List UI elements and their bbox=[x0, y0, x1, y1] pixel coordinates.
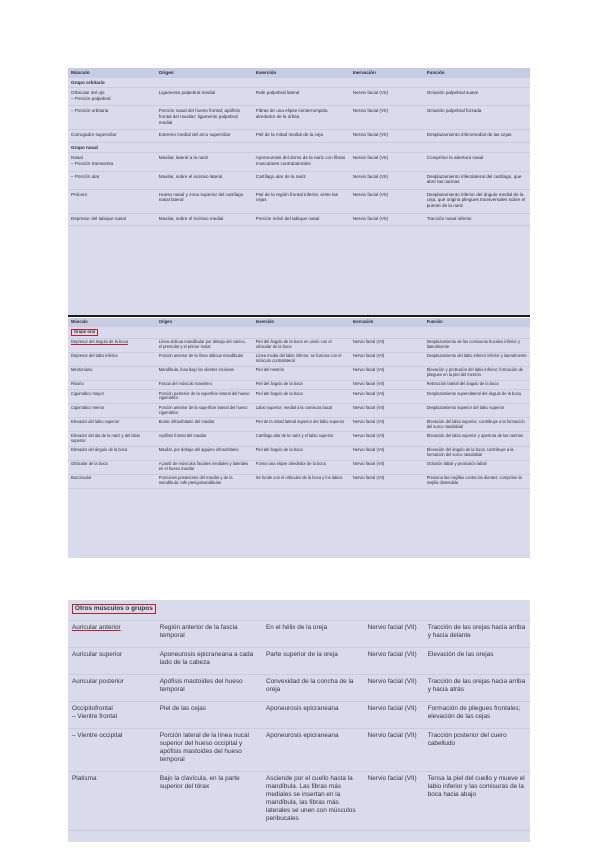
cell-innervation: Nervio facial (VII) bbox=[364, 621, 424, 648]
table-row bbox=[68, 380, 530, 389]
cell-muscle: Auricular superior bbox=[68, 648, 156, 675]
table-body bbox=[68, 78, 530, 226]
cell-muscle: Occipitofrontal – Vientre frontal bbox=[68, 702, 156, 729]
cell-function: Tracción nasal inferior bbox=[424, 213, 530, 226]
cell-muscle: Depresor del tabique nasal bbox=[68, 213, 156, 226]
cell-origin: Borde infraorbitario del maxilar bbox=[156, 418, 253, 432]
cell-muscle: Auricular posterior bbox=[68, 675, 156, 702]
table-row bbox=[68, 648, 530, 675]
cell-innervation: Nervio facial (VII) bbox=[350, 460, 424, 474]
cell-origin: Maxilar, sobre el incisivo lateral bbox=[156, 171, 253, 189]
cell-innervation: Nervio facial (VII) bbox=[350, 404, 424, 418]
cell-origin: Maxilar, lateral a la nariz bbox=[156, 153, 253, 171]
cell-innervation: Nervio facial (VII) bbox=[350, 213, 424, 226]
cell-origin: Porciones posteriores del maxilar y de la mandíbula; rafe pterigomandibular bbox=[156, 474, 253, 488]
cell-innervation: Nervio facial (VII) bbox=[350, 171, 424, 189]
cell-muscle: Elevador del labio superior bbox=[68, 418, 156, 432]
cell-function: Tracción posterior del cuero cabelludo bbox=[424, 729, 530, 772]
cell-innervation: Nervio facial (VII) bbox=[364, 648, 424, 675]
table-row bbox=[68, 474, 530, 488]
cell-origin: Bajo la clavícula, en la parte superior del tórax bbox=[156, 772, 262, 831]
cell-function: Desplazamiento de las comisuras bucales inferior y lateralmente bbox=[424, 338, 530, 352]
cell-muscle: Orbicular de la boca bbox=[68, 460, 156, 474]
cell-innervation: Nervio facial (VII) bbox=[350, 432, 424, 446]
table-row bbox=[68, 418, 530, 432]
cell-insertion: Piel del ángulo de la boca bbox=[253, 380, 350, 389]
cell-muscle: Mentoniano bbox=[68, 366, 156, 380]
cell-function: Desplazamiento inferomedial de las cejas bbox=[424, 130, 530, 143]
table-row bbox=[68, 338, 530, 352]
cell-innervation: Nervio facial (VII) bbox=[350, 380, 424, 389]
cell-muscle: Corrugador superciliar bbox=[68, 130, 156, 143]
cell-innervation: Nervio facial (VII) bbox=[364, 675, 424, 702]
cell-origin: Fascia del músculo masetero bbox=[156, 380, 253, 389]
cell-insertion: Piel del mentón bbox=[253, 366, 350, 380]
cell-muscle: Cigomático menor bbox=[68, 404, 156, 418]
cell-function: Desplazamiento superolateral del ángulo de la boca bbox=[424, 390, 530, 404]
cell-insertion: Cartílago alar de la nariz bbox=[253, 171, 350, 189]
cell-origin: Ligamento palpebral medial bbox=[156, 88, 253, 106]
cell-insertion: Rafe palpebral lateral bbox=[253, 88, 350, 106]
cell-function: Desplazamiento superior del labio superior bbox=[424, 404, 530, 418]
header-origin: Origen bbox=[156, 68, 253, 78]
cell-origin: Apófisis frontal del maxilar bbox=[156, 432, 253, 446]
table-row bbox=[68, 390, 530, 404]
cell-insertion: Piel del ángulo de la boca en unión con el orbicular de la boca bbox=[253, 338, 350, 352]
cell-insertion: Parte superior de la oreja bbox=[262, 648, 364, 675]
cell-function: Tensa la piel del cuello y mueve el labio inferior y las comisuras de la boca hacia abajo bbox=[424, 772, 530, 831]
cell-function: Formación de pliegues frontales; elevación de las cejas bbox=[424, 702, 530, 729]
cell-function: Elevación del ángulo de la boca; contribuye a la formación del surco nasolabial bbox=[424, 446, 530, 460]
cell-origin: Región anterior de la fascia temporal bbox=[156, 621, 262, 648]
cell-origin: Porción anterior de la línea oblicua mandibular bbox=[156, 352, 253, 366]
cell-function: Tracción de las orejas hacia arriba y hacia delante bbox=[424, 621, 530, 648]
header-function: Función bbox=[424, 68, 530, 78]
cell-origin: Maxilar, por debajo del agujero infraorbitario bbox=[156, 446, 253, 460]
cell-origin: Porción lateral de la línea nucal superior del hueso occipital y apófisis mastoides del hueso temporal bbox=[156, 729, 262, 772]
cell-innervation: Nervio facial (VII) bbox=[350, 474, 424, 488]
cell-innervation: Nervio facial (VII) bbox=[350, 390, 424, 404]
table-row bbox=[68, 130, 530, 143]
cell-innervation: Nervio facial (VII) bbox=[364, 729, 424, 772]
cell-origin: Apófisis mastoides del hueso temporal bbox=[156, 675, 262, 702]
cell-insertion: Asciende por el cuello hasta la mandíbula. Las fibras más mediales se insertan en la mandíbula, las fibras más laterales se unen con músculos peribucales bbox=[262, 772, 364, 831]
table-row bbox=[68, 675, 530, 702]
cell-muscle: – Vientre occipital bbox=[68, 729, 156, 772]
group-row bbox=[68, 142, 530, 153]
cell-muscle: Risorio bbox=[68, 380, 156, 389]
table-row bbox=[68, 189, 530, 213]
cell-innervation: Nervio facial (VII) bbox=[350, 366, 424, 380]
group-label: Grupo orbitario bbox=[68, 78, 530, 88]
group-label-other: Otros músculos o grupos bbox=[72, 604, 156, 614]
cell-function: Elevación y protrusión del labio inferior; formación de pliegues en la piel del mentón bbox=[424, 366, 530, 380]
header-origin: Origen bbox=[156, 318, 253, 327]
cell-innervation: Nervio facial (VII) bbox=[350, 418, 424, 432]
table-row bbox=[68, 446, 530, 460]
header-insertion: Inserción bbox=[253, 68, 350, 78]
cell-muscle: Cigomático mayor bbox=[68, 390, 156, 404]
cell-insertion: Piel de la región frontal inferior, entre las cejas bbox=[253, 189, 350, 213]
table-row bbox=[68, 729, 530, 772]
cell-innervation: Nervio facial (VII) bbox=[350, 106, 424, 130]
cell-origin: A partir de músculos faciales mediales y laterales en el hueso maxilar bbox=[156, 460, 253, 474]
cell-insertion: Piel del ángulo de la boca bbox=[253, 446, 350, 460]
cell-muscle: Depresor del ángulo de la boca bbox=[68, 338, 156, 352]
cell-muscle: Elevador del ángulo de la boca bbox=[68, 446, 156, 460]
cell-insertion: En el hélix de la oreja bbox=[262, 621, 364, 648]
table-header-row bbox=[68, 318, 530, 327]
table-row bbox=[68, 171, 530, 189]
cell-function: Oclusión palpebral suave bbox=[424, 88, 530, 106]
cell-origin: Porción anterior de la superficie lateral del hueso cigomático bbox=[156, 404, 253, 418]
table-row bbox=[68, 460, 530, 474]
group-row bbox=[68, 600, 530, 621]
cell-insertion: Fibras de una elipse ininterrumpida alrededor de la órbita bbox=[253, 106, 350, 130]
cell-insertion: Cartílago alar de la nariz y el labio superior bbox=[253, 432, 350, 446]
cell-origin: Piel de las cejas bbox=[156, 702, 262, 729]
cell-muscle: Nasal – Porción transversa bbox=[68, 153, 156, 171]
cell-function: Desplazamiento inferolateral del cartílago, que abre las narinas bbox=[424, 171, 530, 189]
table-row bbox=[68, 621, 530, 648]
table-row bbox=[68, 404, 530, 418]
cell-innervation: Nervio facial (VII) bbox=[364, 772, 424, 831]
header-muscle: Músculo bbox=[68, 68, 156, 78]
cell-insertion: Se funde con el orbicular de la boca y los labios bbox=[253, 474, 350, 488]
group-row bbox=[68, 327, 530, 338]
cell-innervation: Nervio facial (VII) bbox=[350, 189, 424, 213]
table-row bbox=[68, 106, 530, 130]
table-row bbox=[68, 432, 530, 446]
cell-function: Retracción lateral del ángulo de la boca bbox=[424, 380, 530, 389]
cell-insertion: Convexidad de la concha de la oreja bbox=[262, 675, 364, 702]
cell-insertion: Línea media del labio inferior; se fusiona con el músculo contralateral bbox=[253, 352, 350, 366]
table-row bbox=[68, 352, 530, 366]
cell-origin: Mandíbula, fosa bajo los dientes incisivos bbox=[156, 366, 253, 380]
cell-function: Elevación de las orejas bbox=[424, 648, 530, 675]
header-innervation: Inervación bbox=[350, 68, 424, 78]
table-row bbox=[68, 88, 530, 106]
cell-origin: Porción nasal del hueso frontal; apófisis frontal del maxilar; ligamento palpebral medial bbox=[156, 106, 253, 130]
cell-function: Oclusión labial y protrusión labial bbox=[424, 460, 530, 474]
cell-origin: Porción posterior de la superficie lateral del hueso cigomático bbox=[156, 390, 253, 404]
cell-innervation: Nervio facial (VII) bbox=[364, 702, 424, 729]
cell-muscle: Prócero bbox=[68, 189, 156, 213]
cell-muscle: Buccinador bbox=[68, 474, 156, 488]
cell-origin: Hueso nasal y zona superior del cartílago nasal lateral bbox=[156, 189, 253, 213]
header-function: Función bbox=[424, 318, 530, 327]
cell-function: Elevación del labio superior y apertura de las narinas bbox=[424, 432, 530, 446]
table-row bbox=[68, 366, 530, 380]
cell-origin: Maxilar, sobre el incisivo medial bbox=[156, 213, 253, 226]
cell-innervation: Nervio facial (VII) bbox=[350, 338, 424, 352]
cell-muscle: – Porción alar bbox=[68, 171, 156, 189]
table-body bbox=[68, 327, 530, 489]
cell-muscle: – Porción orbitaria bbox=[68, 106, 156, 130]
cell-muscle: Depresor del labio inferior bbox=[68, 352, 156, 366]
cell-insertion: Piel del ángulo de la boca bbox=[253, 390, 350, 404]
cell-insertion: Piel de la mitad lateral superior del labio superior bbox=[253, 418, 350, 432]
cell-muscle: Orbicular del ojo – Porción palpebral bbox=[68, 88, 156, 106]
muscle-table-2 bbox=[68, 318, 530, 558]
header-muscle: Músculo bbox=[68, 318, 156, 327]
muscle-table-1 bbox=[68, 68, 530, 316]
table-row bbox=[68, 153, 530, 171]
cell-function: Desplazamiento del labio inferior inferior y lateralmente bbox=[424, 352, 530, 366]
group-label-oral: Grupo oral bbox=[71, 329, 98, 336]
cell-innervation: Nervio facial (VII) bbox=[350, 446, 424, 460]
cell-innervation: Nervio facial (VII) bbox=[350, 153, 424, 171]
cell-function: Oclusión palpebral forzada bbox=[424, 106, 530, 130]
table-separator bbox=[68, 315, 530, 317]
cell-muscle: Elevador del ala de la nariz y del labio superior bbox=[68, 432, 156, 446]
muscle-table-3 bbox=[68, 600, 530, 842]
table-header-row bbox=[68, 68, 530, 78]
cell-muscle: Auricular anterior bbox=[68, 621, 156, 648]
cell-insertion: Aponeurosis del dorso de la nariz con fibras musculares contralaterales bbox=[253, 153, 350, 171]
header-innervation: Inervación bbox=[350, 318, 424, 327]
cell-insertion: Labio superior, medial a la comisura bucal bbox=[253, 404, 350, 418]
cell-innervation: Nervio facial (VII) bbox=[350, 88, 424, 106]
cell-insertion: Forma una elipse alrededor de la boca bbox=[253, 460, 350, 474]
cell-function: Desplazamiento inferior del ángulo medial de la ceja, que origina pliegues transversales sobre el puente de la nariz bbox=[424, 189, 530, 213]
cell-function: Comprime la abertura nasal bbox=[424, 153, 530, 171]
cell-insertion: Aponeurosis epicraneana bbox=[262, 729, 364, 772]
table-row bbox=[68, 213, 530, 226]
cell-insertion: Aponeurosis epicraneana bbox=[262, 702, 364, 729]
cell-function: Presiona las mejillas contra los dientes; comprime la mejilla distendida bbox=[424, 474, 530, 488]
cell-function: Elevación del labio superior; contribuye a la formación del surco nasolabial bbox=[424, 418, 530, 432]
cell-muscle: Platisma bbox=[68, 772, 156, 831]
cell-innervation: Nervio facial (VII) bbox=[350, 130, 424, 143]
cell-insertion: Porción móvil del tabique nasal bbox=[253, 213, 350, 226]
table-body bbox=[68, 600, 530, 831]
cell-function: Tracción de las orejas hacia arriba y hacia atrás bbox=[424, 675, 530, 702]
cell-innervation: Nervio facial (VII) bbox=[350, 352, 424, 366]
cell-origin: Línea oblicua mandibular por debajo del canino, el premolar y el primer molar bbox=[156, 338, 253, 352]
cell-insertion: Piel de la mitad medial de la ceja bbox=[253, 130, 350, 143]
cell-origin: Extremo medial del arco superciliar bbox=[156, 130, 253, 143]
group-row bbox=[68, 78, 530, 88]
header-insertion: Inserción bbox=[253, 318, 350, 327]
table-row bbox=[68, 702, 530, 729]
table-row bbox=[68, 772, 530, 831]
group-label: Grupo nasal bbox=[68, 142, 530, 153]
cell-origin: Aponeurosis epicraneana a cada lado de la cabeza bbox=[156, 648, 262, 675]
